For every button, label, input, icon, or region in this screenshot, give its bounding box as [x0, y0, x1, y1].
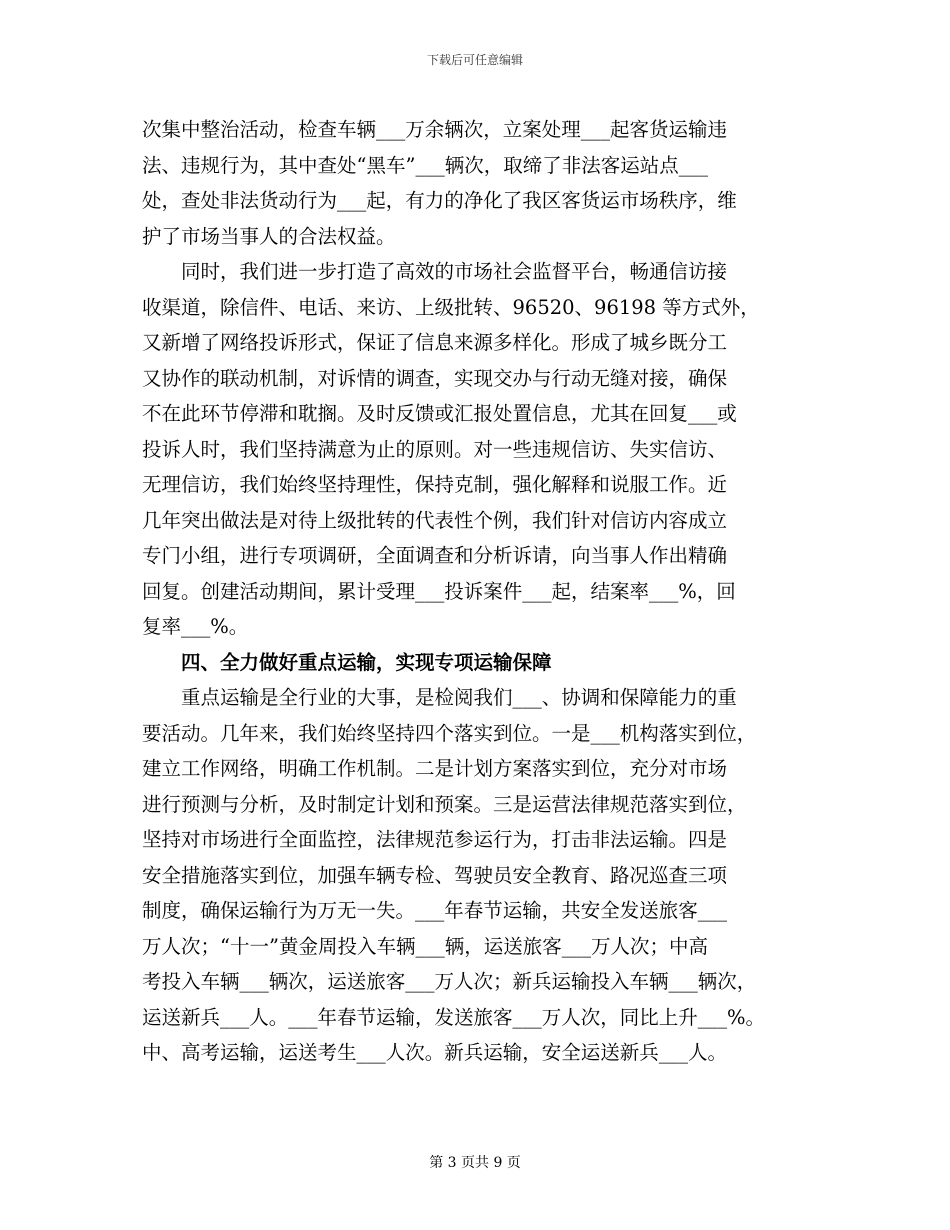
text-line: 收渠道，除信件、电话、来访、上级批转、96520、96198 等方式外，: [142, 295, 760, 319]
document-body: [142, 112, 812, 1071]
text-line: 投诉人时，我们坚持满意为止的原则。对一些违规信访、失实信访、: [142, 437, 728, 461]
text-line: 中、高考运输，运送考生___人次。新兵运输，安全运送新兵___人。: [142, 1041, 728, 1064]
text-line: 考投入车辆___辆次，运送旅客___万人次；新兵运输投入车辆___辆次，: [142, 970, 757, 993]
text-line: 同时，我们进一步打造了高效的市场社会监督平台，畅通信访接: [142, 260, 728, 283]
text-line: 又新增了网络投诉形式，保证了信息来源多样化。形成了城乡既分工: [142, 331, 728, 354]
section-heading: 四、全力做好重点运输，实现专项运输保障: [142, 650, 552, 674]
text-line: 建立工作网络，明确工作机制。二是计划方案落实到位，充分对市场: [142, 757, 728, 780]
text-line: 安全措施落实到位，加强车辆专检、驾驶员安全教育、路况巡查三项: [142, 863, 728, 887]
text-line: 运送新兵___人。___年春节运输，发送旅客___万人次，同比上升___%。: [142, 1005, 766, 1029]
text-line: 万人次；“十一”黄金周投入车辆___辆，运送旅客___万人次；中高: [142, 934, 708, 958]
text-line: 要活动。几年来，我们始终坚持四个落实到位。一是___机构落实到位，: [142, 721, 757, 745]
text-line: 法、违规行为，其中查处“黑车”___辆次，取缔了非法客运站点___: [142, 153, 708, 177]
text-line: 不在此环节停滞和耽搁。及时反馈或汇报处置信息，尤其在回复___或: [142, 402, 737, 425]
text-line: 又协作的联动机制，对诉情的调查，实现交办与行动无缝对接，确保: [142, 366, 728, 390]
text-line: 进行预测与分析，及时制定计划和预案。三是运营法律规范落实到位，: [142, 792, 747, 816]
text-line: 护了市场当事人的合法权益。: [142, 224, 396, 248]
text-line: 重点运输是全行业的大事，是检阅我们___、协调和保障能力的重: [142, 686, 737, 709]
text-line: 坚持对市场进行全面监控，法律规范参运行为，打击非法运输。四是: [142, 828, 728, 851]
text-line: 处，查处非法货动行为___起，有力的净化了我区客货运市场秩序，维: [142, 189, 737, 212]
text-line: 回复。创建活动期间，累计受理___投诉案件___起，结案率___%，回: [142, 579, 736, 603]
text-line: 无理信访，我们始终坚持理性，保持克制，强化解释和说服工作。近: [142, 473, 728, 496]
text-line: 次集中整治活动，检查车辆___万余辆次，立案处理___起客货运输违: [142, 118, 728, 141]
text-line: 复率___%。: [142, 615, 249, 638]
page-header: 下载后可任意编辑: [426, 53, 523, 67]
page-footer: 第 3 页共 9 页: [429, 1155, 521, 1171]
text-line: 专门小组，进行专项调研，全面调查和分析诉请，向当事人作出精确: [142, 544, 728, 567]
text-line: 制度，确保运输行为万无一失。___年春节运输，共安全发送旅客___: [142, 899, 728, 922]
text-line: 几年突出做法是对待上级批转的代表性个例，我们针对信访内容成立: [142, 508, 728, 532]
